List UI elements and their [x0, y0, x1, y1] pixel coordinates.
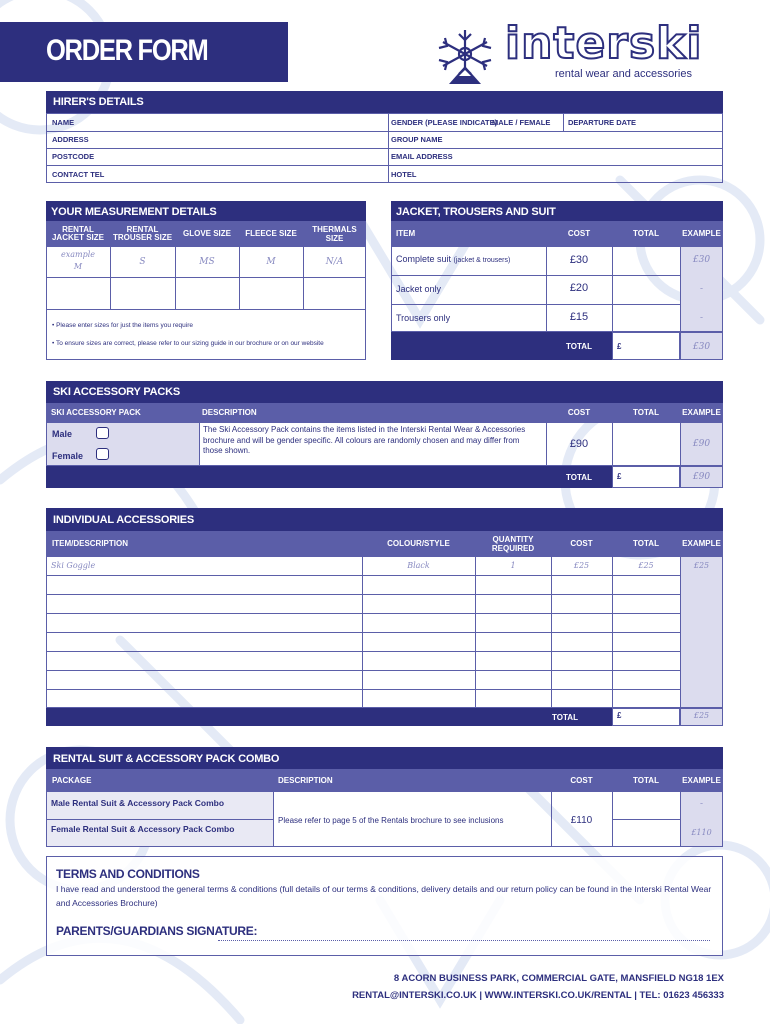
trousers-only-cost: £15: [569, 311, 589, 323]
terms-title: TERMS AND CONDITIONS: [56, 867, 200, 881]
trousers-only-example: -: [699, 313, 704, 323]
accessory-row-input[interactable]: [47, 595, 679, 612]
departure-date-field[interactable]: DEPARTURE DATE: [568, 118, 637, 127]
terms-text: I have read and understood the general terms & conditions (full details of our terms & conditions, delivery details and our return policy can be found in the Interski Rental Wear and Accessories Brochure): [56, 884, 712, 908]
measurement-section-title: YOUR MEASUREMENT DETAILS: [51, 206, 217, 218]
group-name-field[interactable]: GROUP NAME: [391, 135, 443, 144]
footer-contact: RENTAL@INTERSKI.CO.UK | WWW.INTERSKI.CO.UK/RENTAL | TEL: 01623 456333: [352, 990, 724, 1001]
example-example: £25: [693, 561, 710, 570]
combo-male-label[interactable]: Male Rental Suit & Accessory Pack Combo: [51, 798, 225, 808]
accessory-row-input[interactable]: [47, 690, 679, 707]
fleece-size-header: FLEECE SIZE: [245, 229, 297, 238]
brand-tagline: rental wear and accessories: [555, 68, 692, 80]
combo-section-title: RENTAL SUIT & ACCESSORY PACK COMBO: [53, 753, 280, 765]
combo-male-total-input[interactable]: [612, 792, 679, 818]
combo-female-example: £110: [691, 828, 712, 837]
cost-header: COST: [567, 229, 591, 238]
jacket-total-input[interactable]: [612, 332, 680, 360]
quantity-header: QUANTITY REQUIRED: [491, 534, 535, 553]
jacket-only-label: Jacket only: [396, 284, 442, 294]
package-header: PACKAGE: [52, 775, 92, 785]
thermals-size-header: THERMALS SIZE: [312, 224, 357, 243]
snowflake-logo-icon: [425, 24, 505, 86]
contact-tel-field[interactable]: CONTACT TEL: [52, 170, 105, 179]
pack-example-header: EXAMPLE: [682, 408, 721, 417]
individual-total-example: £25: [693, 711, 710, 720]
email-field[interactable]: EMAIL ADDRESS: [391, 152, 453, 161]
pack-female-checkbox[interactable]: [96, 448, 109, 460]
example-thermals-size: N/A: [325, 257, 344, 267]
complete-suit-total-input[interactable]: [612, 247, 679, 274]
combo-male-example: -: [699, 799, 704, 809]
combo-description-header: DESCRIPTION: [278, 775, 333, 785]
individual-total-label: TOTAL: [552, 712, 578, 722]
size-input-jacket[interactable]: [47, 277, 109, 308]
example-label: example: [60, 250, 95, 259]
example-cost: £25: [573, 561, 590, 570]
jacket-only-total-input[interactable]: [612, 276, 679, 303]
packs-total-currency: £: [617, 472, 622, 481]
individual-total-row: [46, 708, 612, 726]
individual-cost-header: COST: [570, 539, 593, 548]
individual-total-currency: £: [617, 711, 622, 720]
hirer-section-header: [46, 91, 723, 113]
page-title: ORDER FORM: [46, 34, 208, 67]
jacket-section-title: JACKET, TROUSERS AND SUIT: [396, 206, 556, 218]
jacket-only-example: -: [699, 284, 704, 294]
glove-size-header: GLOVE SIZE: [182, 229, 231, 238]
postcode-field[interactable]: POSTCODE: [52, 152, 95, 161]
pack-example: £90: [692, 439, 711, 449]
trousers-only-total-input[interactable]: [612, 305, 679, 331]
combo-example-header: EXAMPLE: [682, 775, 721, 785]
name-field[interactable]: NAME: [52, 118, 75, 127]
pack-male-checkbox[interactable]: [96, 427, 109, 439]
signature-label: PARENTS/GUARDIANS SIGNATURE:: [56, 924, 258, 938]
total-header: TOTAL: [633, 229, 659, 238]
combo-cost: £110: [570, 815, 593, 826]
pack-cost: £90: [569, 438, 589, 450]
complete-suit-cost: £30: [569, 254, 589, 266]
accessory-row-input[interactable]: [47, 633, 679, 650]
size-input-trouser[interactable]: [111, 277, 174, 308]
packs-total-row: [46, 466, 612, 488]
packs-section-title: SKI ACCESSORY PACKS: [53, 386, 181, 398]
combo-cost-header: COST: [570, 775, 593, 785]
trousers-only-label: Trousers only: [396, 313, 451, 323]
individual-total-input[interactable]: [612, 708, 680, 726]
individual-example-header: EXAMPLE: [682, 539, 721, 548]
example-item: Ski Goggle: [51, 561, 96, 570]
accessory-row-input[interactable]: [47, 652, 679, 669]
footer-address: 8 ACORN BUSINESS PARK, COMMERCIAL GATE, MANSFIELD NG18 1EX: [393, 973, 724, 984]
jacket-only-cost: £20: [569, 282, 589, 294]
gender-field[interactable]: GENDER (PLEASE INDICATE): [391, 118, 498, 127]
packs-total-input[interactable]: [612, 466, 680, 488]
accessory-row-input[interactable]: [47, 614, 679, 631]
signature-line[interactable]: [218, 940, 710, 941]
size-input-thermals[interactable]: [304, 277, 365, 308]
pack-description: The Ski Accessory Pack contains the items listed in the Interski Rental Wear & Accessories brochure and will be gender specific. All colours are randomly chosen and may differ from those shown.: [203, 425, 526, 455]
accessory-row-input[interactable]: [47, 576, 679, 593]
example-colour: Black: [407, 561, 430, 570]
rental-jacket-size-header: RENTAL JACKET SIZE: [51, 224, 104, 242]
pack-header: SKI ACCESSORY PACK: [51, 408, 141, 417]
pack-total-input[interactable]: [612, 423, 679, 465]
example-fleece-size: M: [266, 257, 276, 267]
packs-total-example: £90: [692, 472, 711, 482]
accessory-row-input[interactable]: [47, 671, 679, 688]
complete-suit-label: Complete suit (jacket & trousers): [396, 254, 511, 264]
rental-trouser-size-header: RENTAL TROUSER SIZE: [112, 224, 173, 242]
measurement-note-2: • To ensure sizes are correct, please refer to our sizing guide in our brochure or on our website: [52, 340, 324, 347]
packs-total-label: TOTAL: [566, 472, 592, 482]
individual-total-header: TOTAL: [633, 539, 659, 548]
jacket-total-currency: £: [617, 342, 622, 351]
colour-style-header: COLOUR/STYLE: [387, 539, 450, 548]
pack-female-label: Female: [52, 451, 84, 461]
combo-total-header: TOTAL: [633, 775, 659, 785]
hirer-section-title: HIRER'S DETAILS: [53, 96, 144, 108]
male-female-label: MALE / FEMALE: [492, 118, 551, 127]
individual-section-title: INDIVIDUAL ACCESSORIES: [53, 514, 195, 526]
item-header: ITEM: [396, 229, 416, 238]
brand-wordmark: interski: [505, 18, 703, 69]
pack-cost-header: COST: [567, 408, 591, 417]
hotel-field[interactable]: HOTEL: [391, 170, 417, 179]
combo-female-total-input[interactable]: [612, 819, 679, 845]
jacket-total-example: £30: [692, 342, 711, 352]
measurement-notes-box: [46, 310, 366, 360]
measurement-note-1: • Please enter sizes for just the items you require: [52, 322, 194, 329]
size-input-fleece[interactable]: [240, 277, 302, 308]
jacket-total-label: TOTAL: [566, 341, 592, 351]
pack-male-label: Male: [52, 429, 73, 439]
example-total: £25: [638, 561, 654, 570]
example-glove-size: MS: [199, 257, 215, 267]
example-jacket-size: M: [73, 262, 83, 271]
example-quantity: 1: [510, 561, 516, 570]
example-header: EXAMPLE: [682, 229, 721, 238]
pack-description-header: DESCRIPTION: [202, 408, 257, 417]
combo-description: Please refer to page 5 of the Rentals brochure to see inclusions: [278, 816, 504, 825]
example-trouser-size: S: [139, 257, 146, 267]
size-input-glove[interactable]: [176, 277, 238, 308]
combo-female-label[interactable]: Female Rental Suit & Accessory Pack Combo: [51, 824, 235, 834]
pack-total-header: TOTAL: [633, 408, 659, 417]
item-description-header: ITEM/DESCRIPTION: [52, 539, 129, 548]
address-field[interactable]: ADDRESS: [52, 135, 89, 144]
complete-suit-example: £30: [692, 255, 711, 265]
